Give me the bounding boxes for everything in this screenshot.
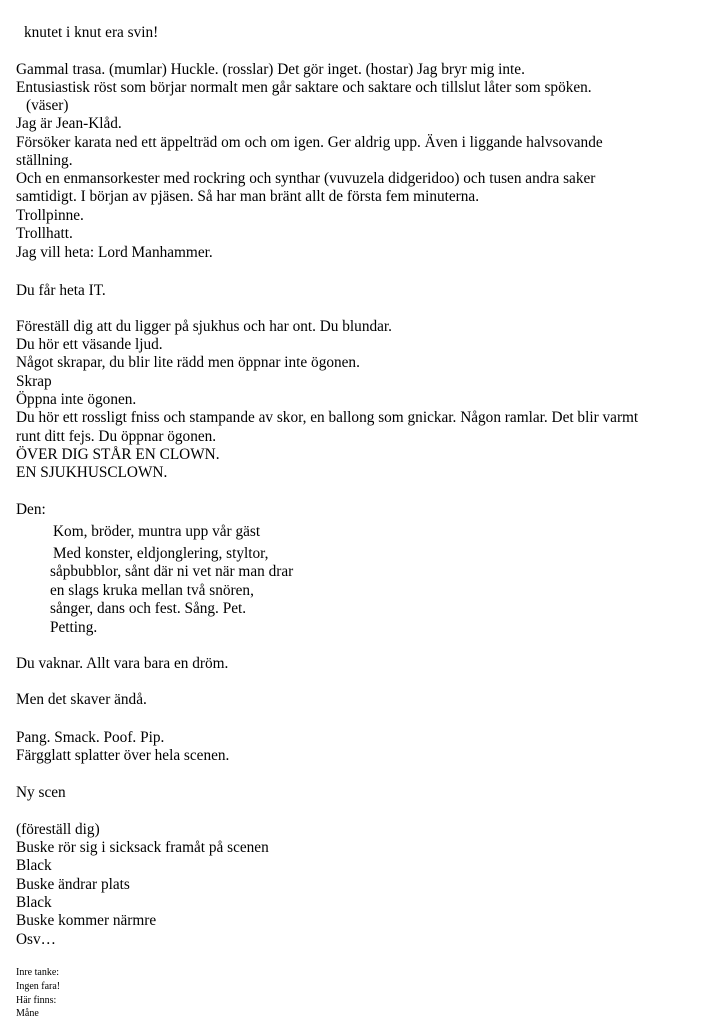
text-line: Ny scen xyxy=(16,784,66,801)
text-line: Gammal trasa. (mumlar) Huckle. (rosslar) Det gör inget. (hostar) Jag bryr mig inte. xyxy=(16,61,525,78)
text-line: Jag är Jean-Klåd. xyxy=(16,115,122,132)
text-line: samtidigt. I början av pjäsen. Så har man bränt allt de första fem minuterna. xyxy=(16,188,480,205)
verse-line: Med konster, eldjonglering, styltor, xyxy=(53,545,269,562)
text-line: Skrap xyxy=(16,373,52,390)
text-line: Men det skaver ändå. xyxy=(16,691,147,708)
text-line: runt ditt fejs. Du öppnar ögonen. xyxy=(16,428,217,445)
text-line: knutet i knut era svin! xyxy=(24,24,159,41)
text-line: Buske kommer närmre xyxy=(16,912,157,929)
text-line: Något skrapar, du blir lite rädd men öppnar inte ögonen. xyxy=(16,354,360,371)
text-line: Öppna inte ögonen. xyxy=(16,391,137,408)
text-line: Black xyxy=(16,857,52,874)
text-line: Färgglatt splatter över hela scenen. xyxy=(16,747,230,764)
text-line: Föreställ dig att du ligger på sjukhus och har ont. Du blundar. xyxy=(16,318,392,335)
text-line: Buske rör sig i sicksack framåt på scenen xyxy=(16,839,269,856)
verse-line: Petting. xyxy=(50,619,98,636)
text-line: ställning. xyxy=(16,152,73,169)
verse-line: sånger, dans och fest. Sång. Pet. xyxy=(50,600,247,617)
text-line: Black xyxy=(16,894,52,911)
text-line: Och en enmansorkester med rockring och synthar (vuvuzela didgeridoo) och tusen andra saker xyxy=(16,170,596,187)
text-line: Trollpinne. xyxy=(16,207,84,224)
verse-line: en slags kruka mellan två snören, xyxy=(50,582,254,599)
text-line: Du får heta IT. xyxy=(16,282,106,299)
text-line: Trollhatt. xyxy=(16,225,73,242)
verse-line: Kom, bröder, muntra upp vår gäst xyxy=(53,523,261,540)
verse-line: såpbubblor, sånt där ni vet när man drar xyxy=(50,563,294,580)
text-line: Osv… xyxy=(16,931,56,948)
text-line: Du vaknar. Allt vara bara en dröm. xyxy=(16,655,229,672)
text-line: Du hör ett väsande ljud. xyxy=(16,336,163,353)
footnote-line: Inre tanke: xyxy=(16,967,60,978)
text-line: ÖVER DIG STÅR EN CLOWN. xyxy=(16,446,220,463)
footnote-line: Ingen fara! xyxy=(16,981,61,992)
text-line: Entusiastisk röst som börjar normalt men går saktare och saktare och tillslut låter som spöken. xyxy=(16,79,592,96)
text-line: Försöker karata ned ett äppelträd om och om igen. Ger aldrig upp. Även i liggande halvsovande xyxy=(16,134,603,151)
footnote-line: Här finns: xyxy=(16,995,57,1006)
footnote-line: Måne xyxy=(16,1008,39,1019)
text-line: Buske ändrar plats xyxy=(16,876,130,893)
text-line: Jag vill heta: Lord Manhammer. xyxy=(16,244,213,261)
text-line: Den: xyxy=(16,501,46,518)
text-line: Du hör ett rossligt fniss och stampande av skor, en ballong som gnickar. Någon ramlar. Det blir varmt xyxy=(16,409,639,426)
text-line: Pang. Smack. Poof. Pip. xyxy=(16,729,165,746)
text-line: EN SJUKHUSCLOWN. xyxy=(16,464,168,481)
text-line: (väser) xyxy=(26,97,69,114)
text-line: (föreställ dig) xyxy=(16,821,100,838)
